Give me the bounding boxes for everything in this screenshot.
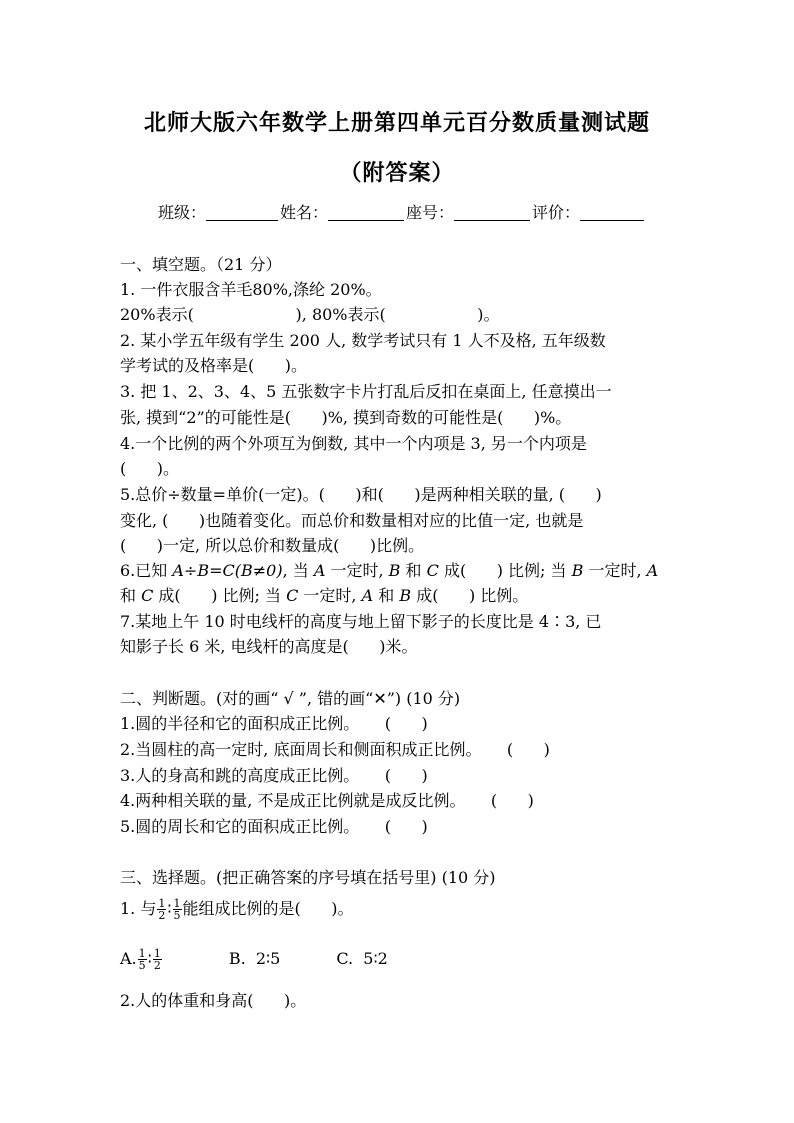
q2-line1: 2. 某小学五年级有学生 200 人, 数学考试只有 1 人不及格, 五年级数 (120, 331, 606, 350)
fraction-numerator: 1 (138, 947, 146, 960)
q6-variable: C (426, 561, 439, 580)
q7-line2: 知影子长 6 米, 电线杆的高度是( )米。 (120, 637, 418, 656)
seat-label: 座号： (406, 203, 455, 222)
fraction (173, 898, 182, 921)
choice-q1-options (120, 948, 388, 971)
judge-item-5: 5.圆的周长和它的面积成正比例。 ( ) (120, 817, 428, 836)
fraction-numerator: 1 (173, 897, 181, 910)
q7-line1: 7.某地上午 10 时电线杆的高度与地上留下影子的长度比是 4∶3, 已 (120, 612, 602, 631)
q6-line1 (120, 558, 658, 581)
seat-blank[interactable] (454, 204, 530, 221)
q6-text: 和 (373, 586, 400, 605)
option-a-label: A. (120, 949, 137, 968)
q6-variable: B (399, 586, 412, 605)
q6-expression: A÷B=C(B≠0) (172, 561, 283, 580)
q6-text: , 当 (282, 561, 314, 580)
q6-variable: A (361, 586, 374, 605)
fraction-numerator: 1 (153, 947, 161, 960)
q1-line2: 20%表示( ), 80%表示( )。 (120, 305, 500, 324)
choice-q1 (120, 896, 354, 921)
fraction (153, 948, 162, 971)
q6-text: 和 (400, 561, 427, 580)
name-blank[interactable] (328, 204, 404, 221)
q6-variable: A (313, 561, 326, 580)
q6-text: 成( ) 比例。 (411, 586, 529, 605)
q4-line1: 4.一个比例的两个外项互为倒数, 其中一个内项是 3, 另一个内项是 (120, 434, 587, 453)
q3-line1: 3. 把 1、2、3、4、5 五张数字卡片打乱后反扣在桌面上, 任意摸出一 (120, 382, 612, 401)
judge-item-1: 1.圆的半径和它的面积成正比例。 ( ) (120, 714, 428, 733)
fraction-numerator: 1 (158, 897, 166, 910)
page-subtitle: （附答案） (339, 160, 455, 186)
q5-line3: ( )一定, 所以总价和数量成( )比例。 (120, 536, 425, 555)
q6-text: 和 (120, 586, 142, 605)
option-b[interactable]: B. 2∶5 (228, 949, 281, 968)
ratio-colon: ∶ (147, 949, 152, 968)
fraction-denominator: 2 (153, 959, 161, 972)
q6-variable: B (571, 561, 584, 580)
fraction (138, 948, 147, 971)
grade-label: 评价： (532, 203, 581, 222)
q3-line2: 张, 摸到“2”的可能性是( )%, 摸到奇数的可能性是( )%。 (120, 408, 572, 427)
q4-line2: ( )。 (120, 459, 180, 478)
page-title: 北师大版六年数学上册第四单元百分数质量测试题 (143, 110, 650, 136)
q6-variable: B (388, 561, 401, 580)
fraction (157, 898, 166, 921)
ratio-colon: ∶ (167, 899, 172, 918)
name-label: 姓名： (280, 203, 329, 222)
q6-text: 6.已知 (120, 561, 173, 580)
option-c[interactable]: C. 5∶2 (336, 949, 388, 968)
judge-item-2: 2.当圆柱的高一定时, 底面周长和侧面积成正比例。 ( ) (120, 740, 550, 759)
q1-line1: 1. 一件衣服含羊毛80%,涤纶 20%。 (120, 280, 382, 299)
q6-variable: C (286, 586, 299, 605)
choice-q1-text: 1. 与 (120, 899, 157, 918)
fraction-denominator: 5 (173, 909, 181, 922)
class-label: 班级： (158, 203, 207, 222)
q6-line2 (120, 583, 528, 606)
q6-variable: A (646, 561, 659, 580)
section1-heading: 一、填空题。（21 分） (120, 255, 282, 274)
choice-q2: 2.人的体重和身高( )。 (120, 991, 307, 1010)
fraction-denominator: 2 (158, 909, 166, 922)
choice-q1-text: 能组成比例的是( )。 (182, 899, 354, 918)
q6-text: 一定时, (298, 586, 362, 605)
q6-variable: C (141, 586, 154, 605)
grade-blank[interactable] (580, 204, 644, 221)
q6-text: 成( ) 比例; 当 (438, 561, 572, 580)
q5-line2: 变化, ( )也随着变化。而总价和数量相对应的比值一定, 也就是 (120, 511, 584, 530)
section2-heading: 二、判断题。(对的画“ √ ”, 错的画“✕”) (10 分) (120, 689, 461, 708)
q5-line1: 5.总价÷数量=单价(一定)。( )和( )是两种相关联的量, ( ) (120, 485, 602, 504)
student-info-row (158, 200, 644, 223)
judge-item-4: 4.两种相关联的量, 不是成正比例就是成反比例。 ( ) (120, 791, 534, 810)
judge-item-3: 3.人的身高和跳的高度成正比例。 ( ) (120, 766, 428, 785)
option-a[interactable] (120, 947, 163, 972)
q6-text: 一定时, (325, 561, 389, 580)
section3-heading: 三、选择题。(把正确答案的序号填在括号里) (10 分) (120, 868, 496, 887)
fraction-denominator: 5 (138, 959, 146, 972)
class-blank[interactable] (206, 204, 278, 221)
q2-line2: 学考试的及格率是( )。 (120, 356, 308, 375)
q6-text: 成( ) 比例; 当 (153, 586, 287, 605)
q6-text: 一定时, (583, 561, 647, 580)
